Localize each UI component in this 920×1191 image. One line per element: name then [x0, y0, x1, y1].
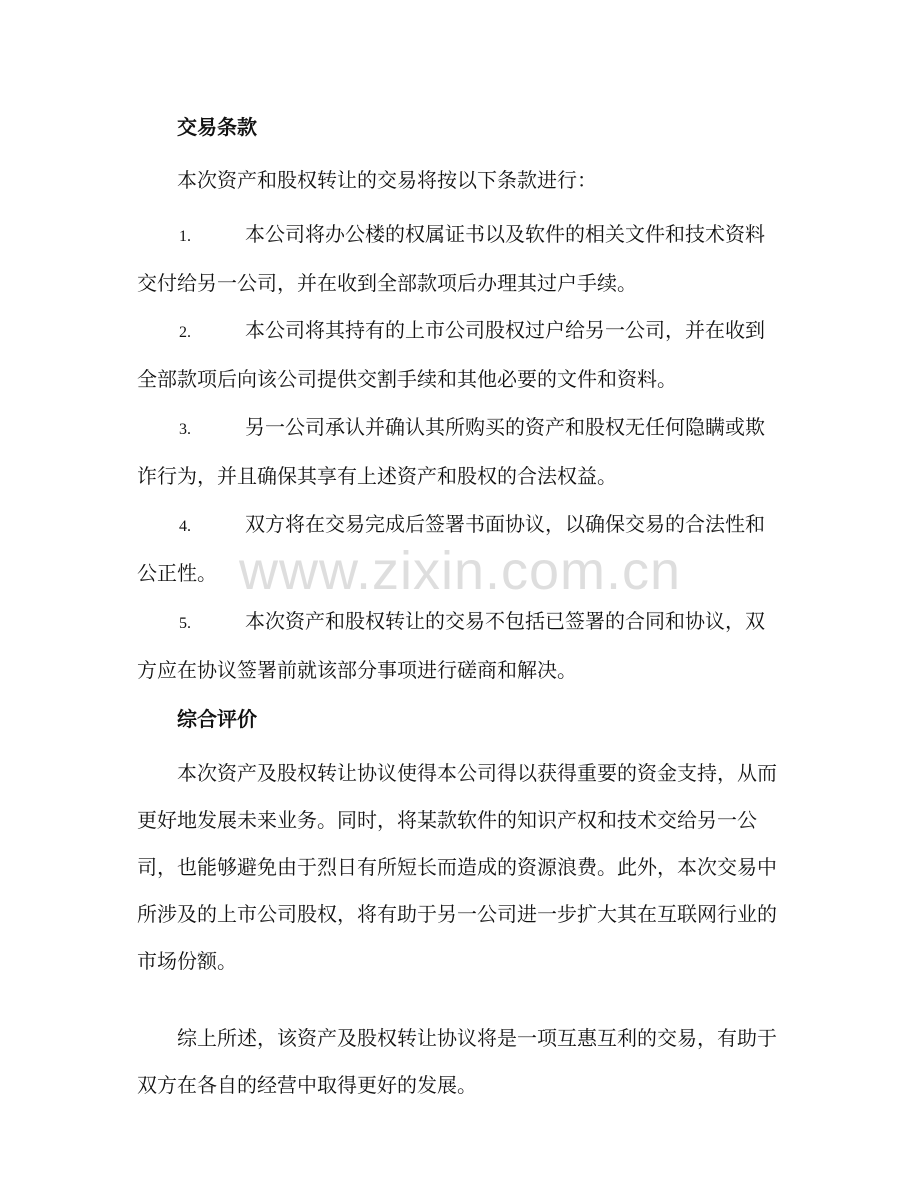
list-item	[137, 404, 777, 500]
list-item-number: 5.	[179, 615, 191, 632]
evaluation-paragraph: 本次资产及股权转让协议使得本公司得以获得重要的资金支持，从而更好地发展未来业务。同时，将某款软件的知识产权和技术交给另一公司，也能够避免由于烈日有所短长而造成的资源浪费。此外，本次交易中所涉及的上市公司股权，将有助于另一公司进一步扩大其在互联网行业的市场份额。	[137, 761, 777, 973]
list-item-text: 另一公司承认并确认其所购买的资产和股权无任何隐瞒或欺诈行为，并且确保其享有上述资产和股权的合法权益。	[137, 415, 765, 488]
list-item-number: 1.	[179, 228, 191, 245]
list-item-number: 3.	[179, 421, 191, 438]
conclusion-paragraph: 综上所述，该资产及股权转让协议将是一项互惠互利的交易，有助于双方在各自的经营中取得更好的发展。	[137, 1026, 777, 1097]
list-item-number: 4.	[179, 518, 191, 535]
intro-paragraph: 本次资产和股权转让的交易将按以下条款进行：	[177, 168, 597, 192]
watermark: www.zixin.com.cn	[238, 541, 682, 601]
list-item	[137, 211, 777, 307]
section-heading-overall-evaluation: 综合评价	[177, 707, 257, 731]
list-item	[137, 307, 777, 403]
list-item	[137, 501, 777, 597]
section-heading-trade-terms: 交易条款	[177, 115, 257, 139]
list-item	[137, 598, 777, 694]
list-item-text: 双方将在交易完成后签署书面协议，以确保交易的合法性和公正性。	[137, 512, 765, 585]
list-item-text: 本公司将办公楼的权属证书以及软件的相关文件和技术资料交付给另一公司，并在收到全部款项后办理其过户手续。	[137, 222, 765, 295]
list-item-number: 2.	[179, 324, 191, 341]
list-item-text: 本公司将其持有的上市公司股权过户给另一公司，并在收到全部款项后向该公司提供交割手续和其他必要的文件和资料。	[137, 318, 765, 391]
list-item-text: 本次资产和股权转让的交易不包括已签署的合同和协议，双方应在协议签署前就该部分事项进行磋商和解决。	[137, 609, 765, 682]
